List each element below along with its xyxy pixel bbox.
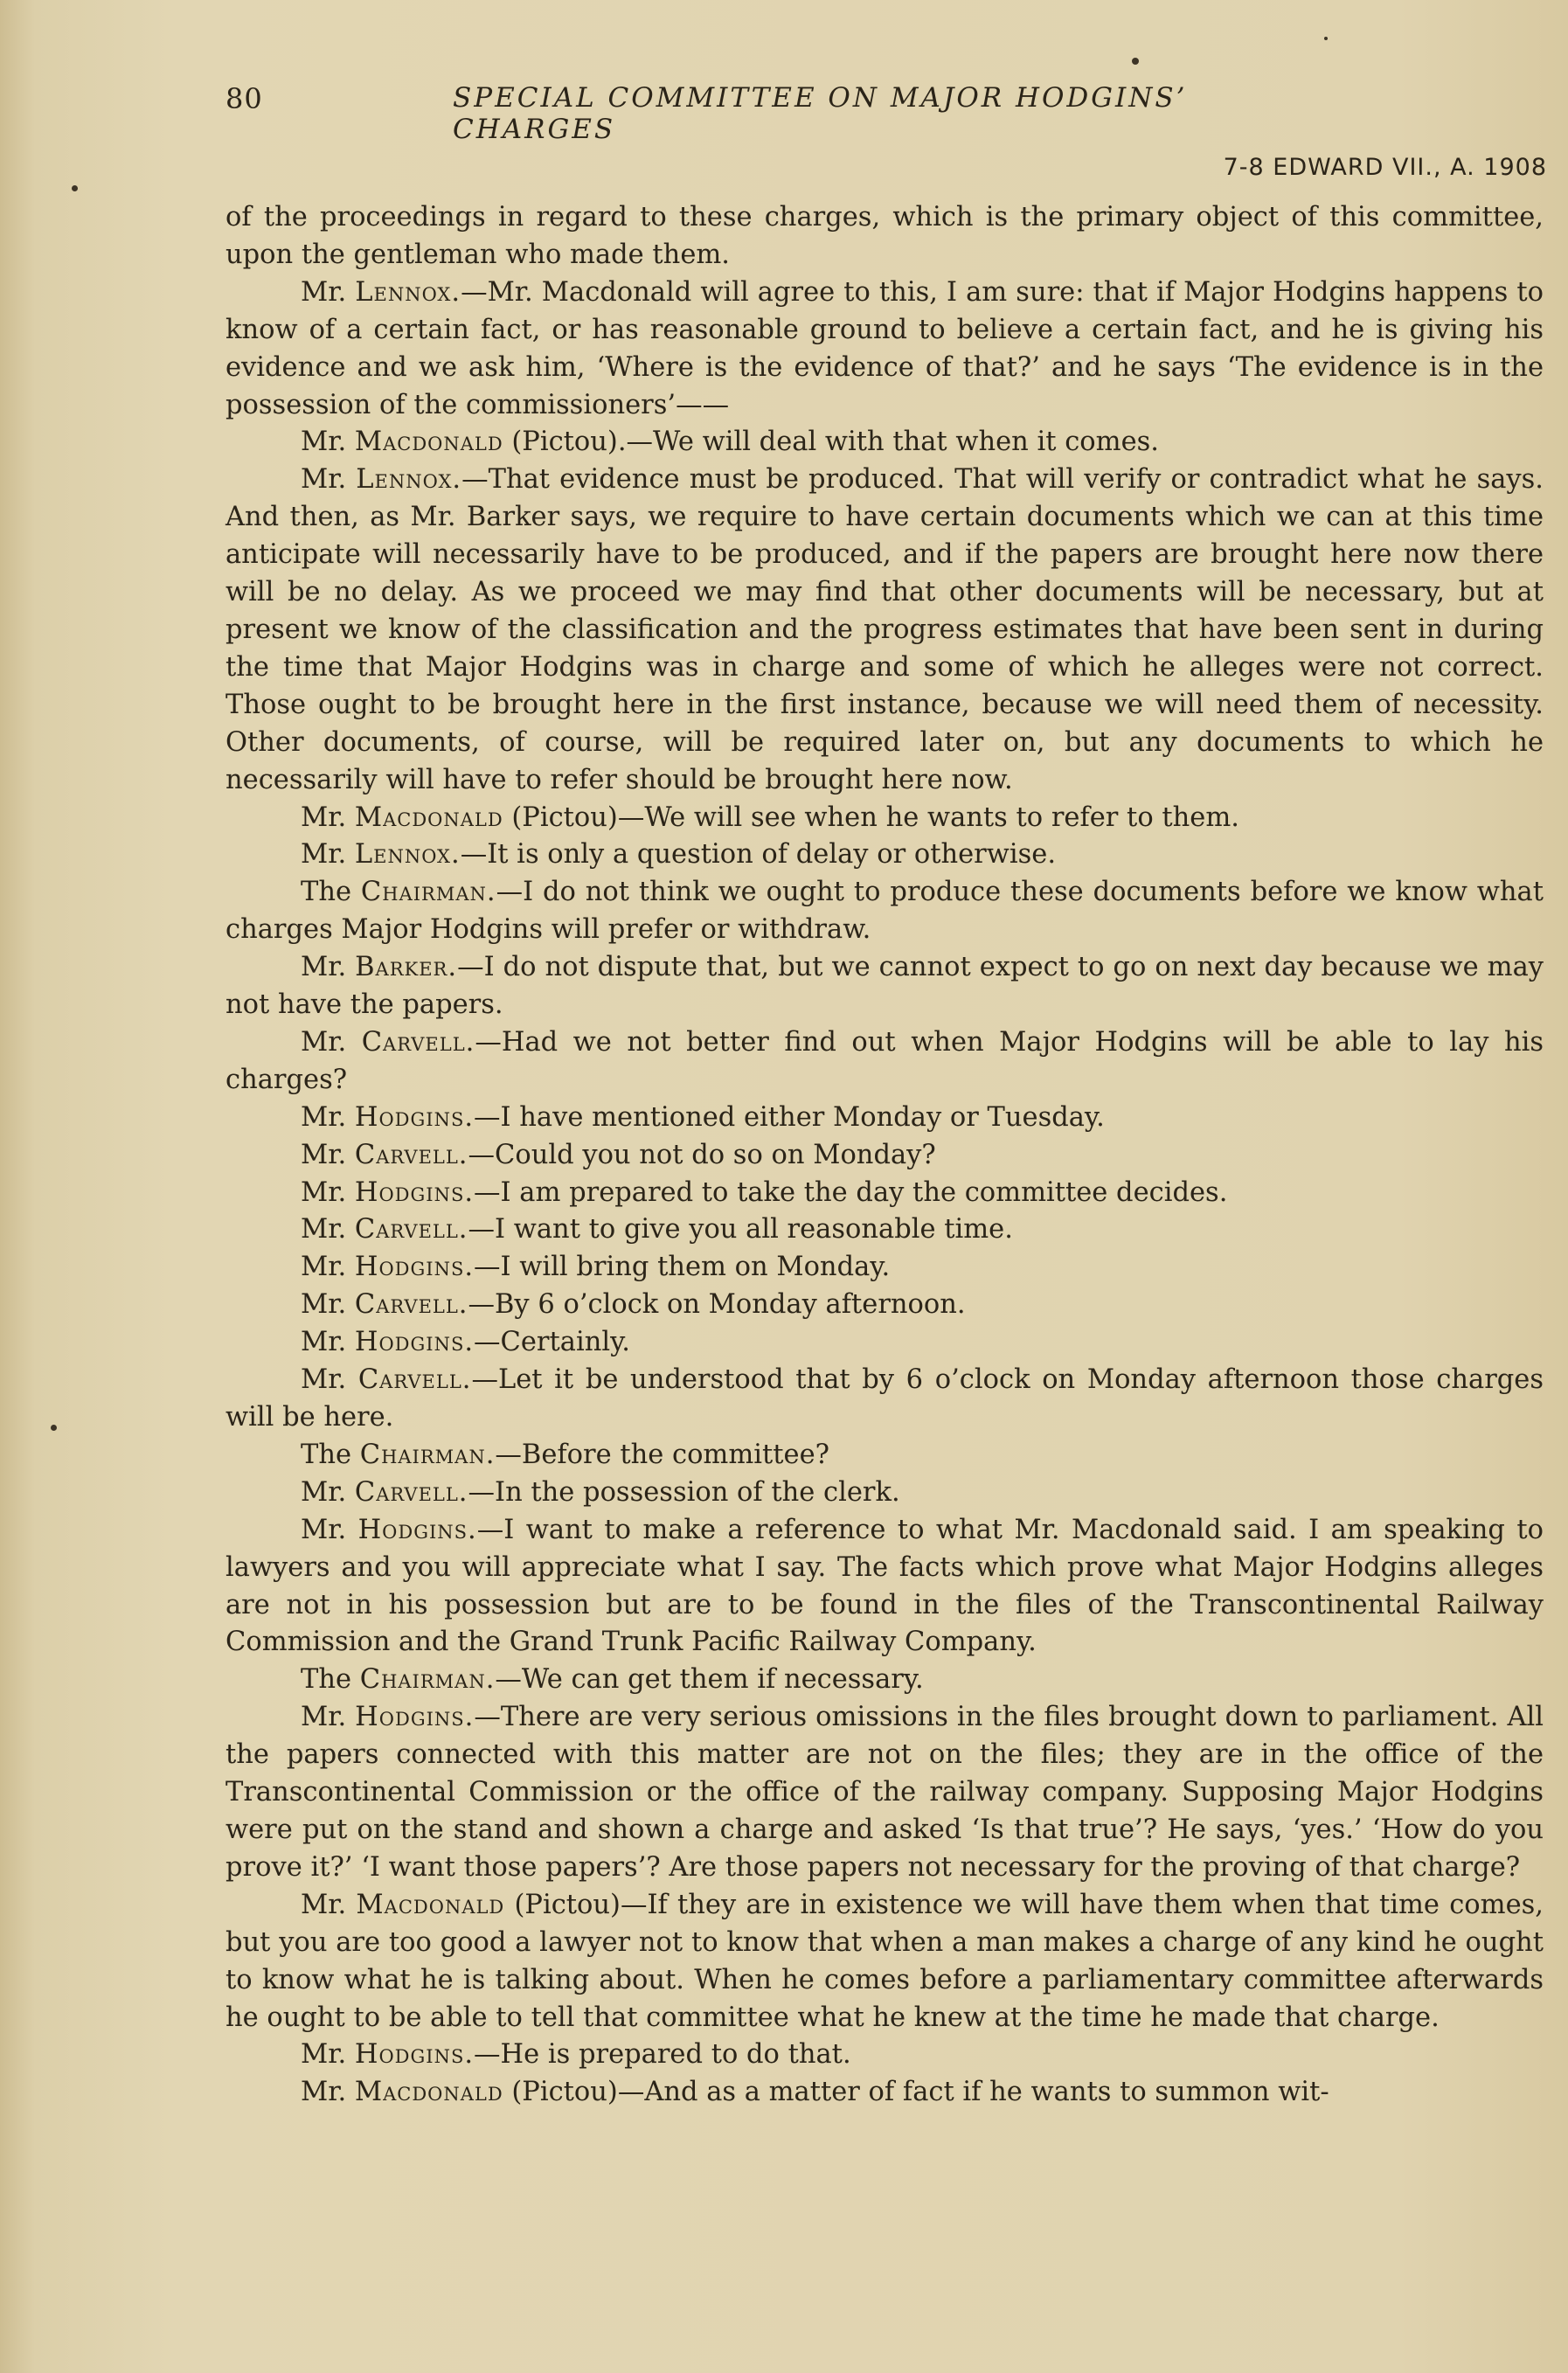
body-text [225,199,1544,2112]
speaker-name: Carvell. [354,1476,468,1508]
page-number: 80 [225,82,263,115]
speaker-name: Macdonald [354,801,503,833]
paragraph: Mr. Macdonald (Pictou)—We will see when he wants to refer to them. [301,801,1239,833]
paragraph: Mr. Macdonald (Pictou).—We will deal with that when it comes. [301,427,1159,458]
speck-mark [72,185,78,191]
page-header [225,77,1336,145]
running-title: SPECIAL COMMITTEE ON MAJOR HODGINS’ CHARGES [453,82,1188,145]
paragraph: Mr. Hodgins.—Certainly. [301,1327,630,1358]
paragraph: Mr. Carvell.—By 6 o’clock on Monday afternoon. [301,1289,966,1321]
speaker-name: Chairman. [359,1439,496,1470]
speaker-name: Hodgins. [354,1252,475,1283]
speaker-name: Macdonald [356,1889,505,1920]
speaker-name: Hodgins. [355,1702,475,1733]
paragraph: Mr. Lennox.—Mr. Macdonald will agree to this, I am sure: that if Major Hodgins happens to know of a certain fact, or has reasonable ground to believe a certain fact, and he is giving his evidence and we ask him, ‘Where is the evidence of that?’ and he says ‘The evidence is in the possession of the commissioners’—— [225,276,1544,420]
speaker-name: Hodgins. [357,1514,477,1545]
speaker-name: Macdonald [354,427,503,458]
paragraph: The Chairman.—Before the committee? [301,1439,829,1470]
speaker-name: Hodgins. [354,1327,475,1358]
paragraph: Mr. Hodgins.—There are very serious omissions in the files brought down to parliament. All the papers connected with this matter are not on the files; they are in the office of the Transcontinental Commission or the office of the railway company. Supposing Major Hodgins were put on the stand and shown a charge and asked ‘Is that true’? He says, ‘yes.’ ‘How do you prove it?’ ‘I want those papers’? Are those papers not necessary for the proving of that charge? [225,1702,1544,1883]
speaker-name: Chairman. [359,1664,496,1696]
paragraph: Mr. Carvell.—I want to give you all reasonable time. [301,1214,1013,1245]
paragraph: Mr. Hodgins.—I have mentioned either Monday or Tuesday. [301,1101,1105,1133]
speaker-name: Carvell. [354,1214,468,1245]
speaker-name: Carvell. [354,1289,468,1321]
paragraph: Mr. Carvell.—Had we not better find out when Major Hodgins will be able to lay his charges? [225,1026,1544,1095]
paragraph: Mr. Carvell.—In the possession of the clerk. [301,1476,900,1508]
paragraph: Mr. Macdonald (Pictou)—If they are in existence we will have them when that time comes, but you are too good a lawyer not to know that when a man makes a charge of any kind he ought to know what he is talking about. When he comes before a parliamentary committee afterwards he ought to be able to tell that committee what he knew at the time he made that charge. [225,1889,1544,2033]
speaker-name: Hodgins. [354,1176,475,1208]
paragraph: Mr. Macdonald (Pictou)—And as a matter of fact if he wants to summon wit- [301,2077,1329,2108]
speaker-name: Macdonald [354,2077,503,2108]
paragraph: Mr. Hodgins.—I want to make a reference to what Mr. Macdonald said. I am speaking to lawyers and you will appreciate what I say. The facts which prove what Major Hodgins alleges are not in his possession but are to be found in the files of the Transcontinental Railway Commission and the Grand Trunk Pacific Railway Company. [225,1514,1544,1658]
speaker-name: Carvell. [354,1139,468,1170]
speck-mark [1132,58,1139,65]
paragraph: Mr. Carvell.—Let it be understood that by 6 o’clock on Monday afternoon those charges will be here. [225,1364,1544,1433]
session-label: 7-8 EDWARD VII., A. 1908 [1223,154,1547,181]
paragraph: of the proceedings in regard to these charges, which is the primary object of this committee, upon the gentleman who made them. [225,202,1544,270]
speck-mark [51,1425,57,1431]
paragraph: The Chairman.—I do not think we ought to produce these documents before we know what charges Major Hodgins will prefer or withdraw. [225,877,1544,946]
speaker-name: Lennox. [355,276,461,308]
paragraph: Mr. Lennox.—It is only a question of delay or otherwise. [301,839,1057,871]
speck-mark [1324,37,1328,40]
paragraph: Mr. Hodgins.—I will bring them on Monday. [301,1252,891,1283]
speaker-name: Hodgins. [354,2039,475,2071]
speaker-name: Chairman. [360,877,496,908]
speaker-name: Lennox. [354,839,461,871]
speaker-name: Carvell. [357,1364,472,1396]
speaker-name: Lennox. [356,464,462,496]
paragraph: Mr. Barker.—I do not dispute that, but we cannot expect to go on next day because we may not have the papers. [225,952,1544,1021]
paragraph: Mr. Hodgins.—He is prepared to do that. [301,2039,851,2071]
speaker-name: Carvell. [361,1026,475,1058]
paragraph: The Chairman.—We can get them if necessary. [301,1664,924,1696]
paragraph: Mr. Carvell.—Could you not do so on Monday? [301,1139,936,1170]
paragraph: Mr. Lennox.—That evidence must be produced. That will verify or contradict what he says. And then, as Mr. Barker says, we require to have certain documents which we can at this time anticipate will necessarily have to be produced, and if the papers are brought here now there will be no delay. As we proceed we may find that other documents will be necessary, but at present we know of the classification and the progress estimates that have been sent in during the time that Major Hodgins was in charge and some of which he alleges were not correct. Those ought to be brought here in the first instance, because we will need them of necessity. Other documents, of course, will be required later on, but any documents to which he necessarily will have to refer should be brought here now. [225,464,1544,795]
speaker-name: Hodgins. [354,1101,475,1133]
paragraph: Mr. Hodgins.—I am prepared to take the day the committee decides. [301,1176,1228,1208]
speaker-name: Barker. [355,952,458,983]
